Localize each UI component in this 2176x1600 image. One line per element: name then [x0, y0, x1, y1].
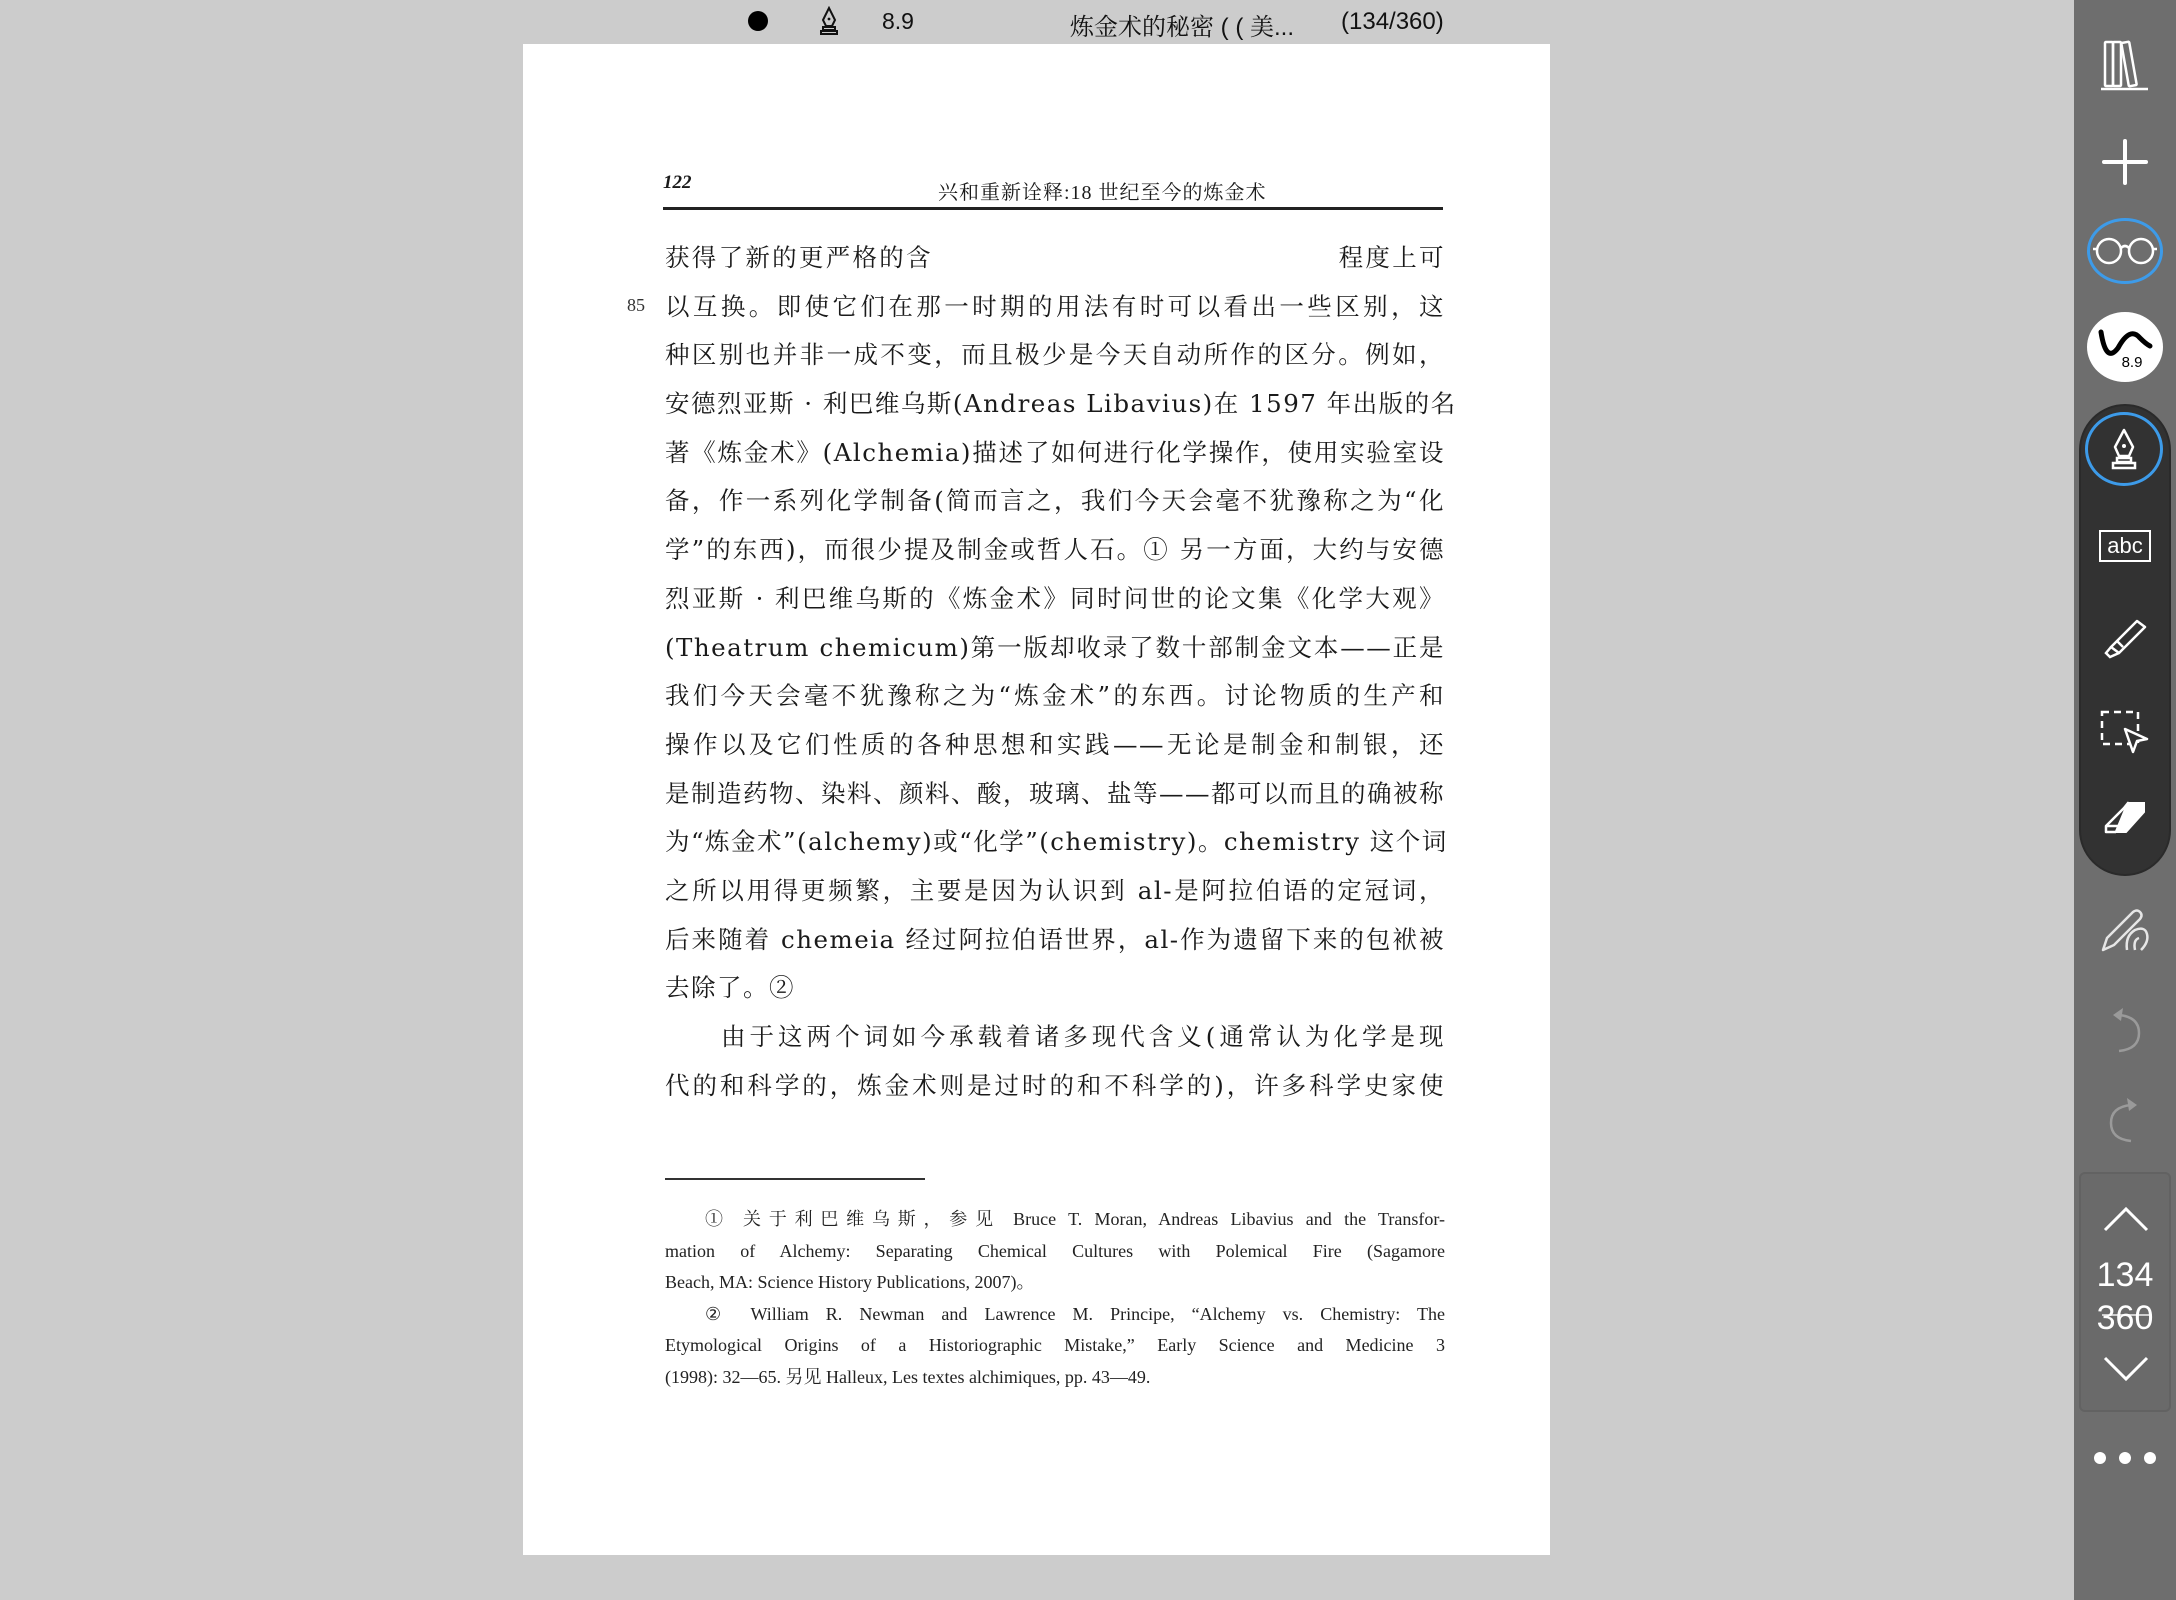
annotation-tool-group [2079, 404, 2171, 876]
text-line: 获得了新的更严格的含 程度上可 [665, 243, 1446, 272]
undo-icon [2105, 1005, 2145, 1055]
footnote-line: ② William R. Newman and Lawrence M. Principe, “Alchemy vs. Chemistry: The [705, 1303, 1445, 1324]
more-options-button[interactable] [2094, 1452, 2156, 1468]
header-rule [663, 207, 1443, 210]
text-line: 由于这两个词如今承载着诸多现代含义(通常认为化学是现 [721, 1022, 1445, 1051]
text-line: 安德烈亚斯 · 利巴维乌斯(Andreas Libavius)在 1597 年出版的名 [665, 389, 1457, 419]
ellipsis-dot-icon [2094, 1452, 2106, 1464]
footnote-line: Beach, MA: Science History Publications, 2007)。 [665, 1272, 1035, 1292]
text-tool[interactable] [2085, 506, 2165, 586]
undo-button[interactable] [2085, 990, 2165, 1070]
glasses-icon [2092, 236, 2158, 266]
current-page[interactable]: 134 [2096, 1256, 2154, 1294]
fountain-pen-tool[interactable] [2085, 412, 2163, 486]
fountain-pen-icon [818, 6, 840, 36]
text-line: 著《炼金术》(Alchemia)描述了如何进行化学操作，使用实验室设 [665, 437, 1445, 467]
eraser-icon [2102, 800, 2148, 840]
footnote-rule [665, 1178, 925, 1180]
redo-icon [2105, 1095, 2145, 1145]
footnotes [665, 1204, 1445, 1393]
toolbar-sidebar [2074, 0, 2176, 1600]
page-up-button[interactable] [2103, 1204, 2149, 1234]
running-head [663, 172, 1443, 212]
stroke-preview-button[interactable] [2087, 312, 2163, 382]
body-text [665, 234, 1457, 1110]
text-line: 学”的东西)，而很少提及制金或哲人石。① 另一方面，大约与安德 [665, 535, 1445, 565]
page-folio: 122 [663, 172, 692, 193]
text-line: 烈亚斯 · 利巴维乌斯的《炼金术》同时问世的论文集《化学大观》 [665, 583, 1445, 613]
text-line: 操作以及它们性质的各种思想和实践——无论是制金和制银，还 [665, 729, 1445, 759]
page-position: (134/360) [1341, 8, 1444, 35]
footnote-line: (1998): 32—65. 另见 Halleux, Les textes alchimiques, pp. 43—49. [665, 1366, 1151, 1387]
text-line: 备，作一系列化学制备(简而言之，我们今天会毫不犹豫称之为“化 [665, 486, 1445, 516]
ellipsis-dot-icon [2119, 1452, 2131, 1464]
reading-mode-button[interactable] [2087, 218, 2163, 284]
add-button[interactable] [2085, 122, 2165, 202]
document-page[interactable] [523, 44, 1550, 1555]
text-line: 代的和科学的，炼金术则是过时的和不科学的)，许多科学史家使 [665, 1070, 1445, 1100]
fountain-pen-icon [2109, 427, 2139, 471]
text-line: 去除了。② [665, 973, 795, 1003]
ellipsis-dot-icon [2144, 1452, 2156, 1464]
text-line: 为“炼金术”(alchemy)或“化学”(chemistry)。chemistry 这个词 [665, 827, 1448, 857]
book-title: 炼金术的秘密 ( ( 美... [1070, 14, 1294, 41]
page-down-button[interactable] [2103, 1354, 2149, 1384]
pen-size-label: 8.9 [882, 8, 914, 34]
page-navigator [2079, 1172, 2171, 1412]
highlighter-tool[interactable] [2085, 598, 2165, 678]
running-head-title: 兴和重新诠释:18 世纪至今的炼金术 [938, 182, 1267, 204]
lasso-select-tool[interactable] [2085, 692, 2165, 772]
footnote-line: Etymological Origins of a Historiographic Mistake,” Early Science and Medicine 3 [665, 1335, 1445, 1355]
margin-note: 85 [627, 295, 645, 315]
footnote-line: mation of Alchemy: Separating Chemical Cultures with Polemical Fire (Sagamore [665, 1240, 1445, 1261]
text-line: (Theatrum chemicum)第一版却收录了数十部制金文本——正是 [665, 632, 1445, 662]
library-button[interactable] [2085, 25, 2165, 105]
text-line: 后来随着 chemeia 经过阿拉伯语世界，al-作为遗留下来的包袱被 [665, 924, 1445, 954]
pen-signature-icon [2097, 906, 2153, 954]
handwriting-button[interactable] [2085, 890, 2165, 970]
status-bar [0, 0, 2074, 44]
record-dot-icon [748, 11, 768, 31]
bookshelf-icon [2099, 38, 2151, 92]
text-line: 我们今天会毫不犹豫称之为“炼金术”的东西。讨论物质的生产和 [665, 681, 1445, 711]
footnote-line: ① 关于利巴维乌斯，参见 Bruce T. Moran, Andreas Libavius and the Transfor- [705, 1209, 1445, 1229]
eraser-tool[interactable] [2085, 780, 2165, 860]
redo-button[interactable] [2085, 1080, 2165, 1160]
text-line: 以互换。即使它们在那一时期的用法有时可以看出一些区别，这 [665, 291, 1445, 321]
highlighter-icon [2101, 617, 2149, 659]
text-line: 之所以用得更频繁，主要是因为认识到 al-是阿拉伯语的定冠词， [665, 875, 1445, 905]
lasso-select-icon [2099, 709, 2151, 755]
plus-icon [2101, 138, 2149, 186]
text-box-icon: abc [2099, 530, 2150, 562]
text-line: 种区别也并非一成不变，而且极少是今天自动所作的区分。例如， [665, 340, 1445, 370]
stroke-size-label: 8.9 [2121, 353, 2143, 371]
total-pages: 360 [2096, 1299, 2154, 1337]
text-line: 是制造药物、染料、颜料、酸，玻璃、盐等——都可以而且的确被称 [665, 778, 1445, 808]
